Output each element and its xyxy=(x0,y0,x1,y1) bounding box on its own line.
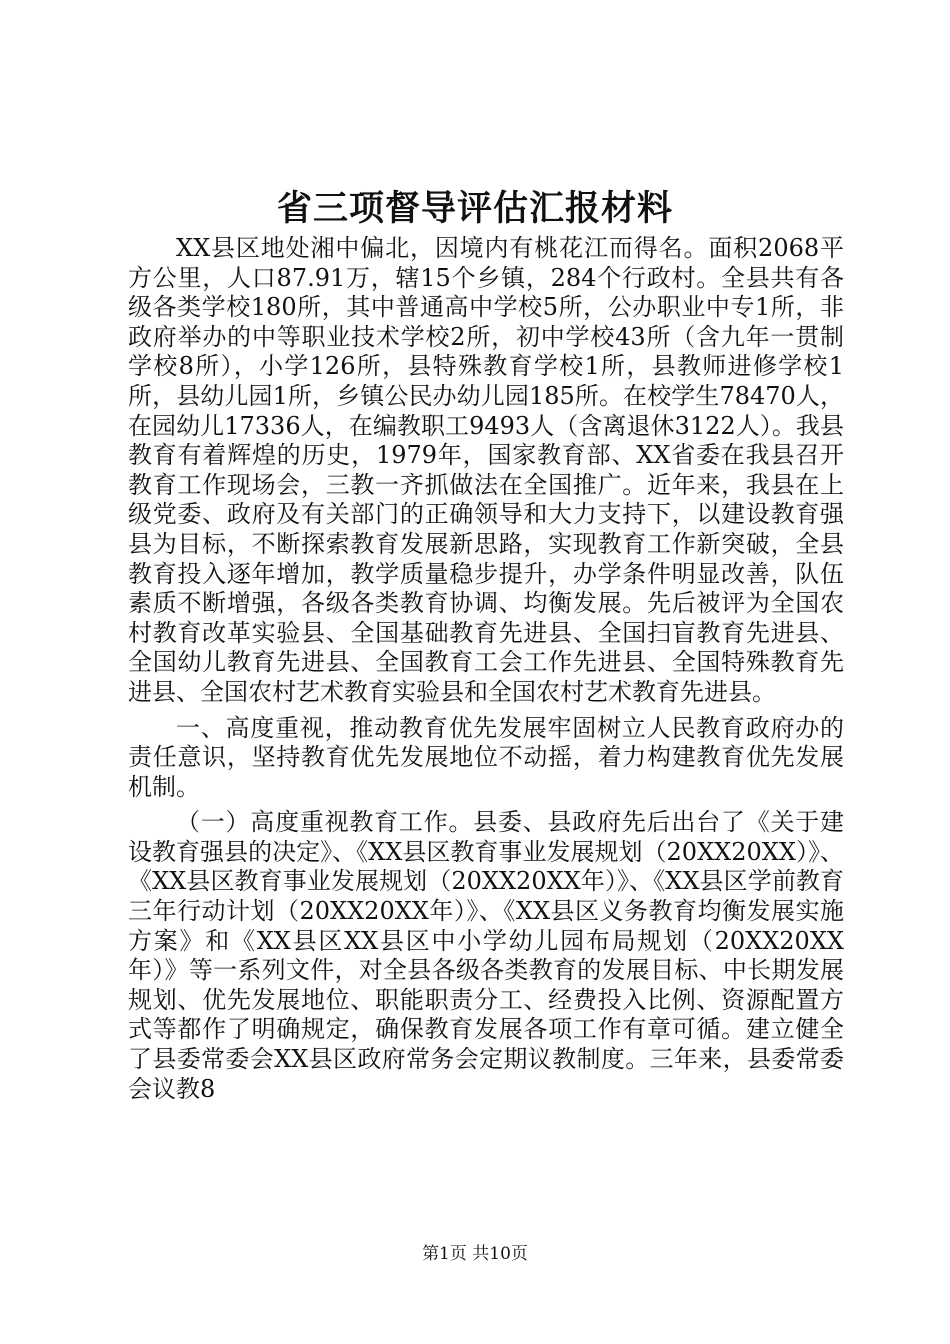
paragraph-intro: XX县区地处湘中偏北，因境内有桃花江而得名。面积2068平方公里，人口87.91万，辖15个乡镇，284个行政村。全县共有各级各类学校180所，其中普通高中学校5所，公办职业中专1所，非政府举办的中等职业技术学校2所，初中学校43所（含九年一贯制学校8所），小学126所，县特殊教育学校1所，县教师进修学校1所，县幼儿园1所，乡镇公民办幼儿园185所。在校学生78470人，在园幼儿17336人，在编教职工9493人（含离退休3122人）。我县教育有着辉煌的历史，1979年，国家教育部、XX省委在我县召开教育工作现场会，三教一齐抓做法在全国推广。近年来，我县在上级党委、政府及有关部门的正确领导和大力支持下，以建设教育强县为目标，不断探索教育发展新思路，实现教育工作新突破，全县教育投入逐年增加，教学质量稳步提升，办学条件明显改善，队伍素质不断增强，各级各类教育协调、均衡发展。先后被评为全国农村教育改革实验县、全国基础教育先进县、全国扫盲教育先进县、全国幼儿教育先进县、全国教育工会工作先进县、全国特殊教育先进县、全国农村艺术教育实验县和全国农村艺术教育先进县。 xyxy=(128,234,844,706)
paragraph-section-one: 一、高度重视，推动教育优先发展牢固树立人民教育政府办的责任意识，坚持教育优先发展地位不动摇，着力构建教育优先发展机制。 xyxy=(128,713,844,801)
paragraph-subsection-one: （一）高度重视教育工作。县委、县政府先后出台了《关于建设教育强县的决定》、《XX县区教育事业发展规划（20XX20XX）》、《XX县区教育事业发展规划（20XX20XX年）》、《XX县区学前教育三年行动计划（20XX20XX年）》、《XX县区义务教育均衡发展实施方案》和《XX县区XX县区中小学幼儿园布局规划（20XX20XX年）》等一系列文件，对全县各级各类教育的发展目标、中长期发展规划、优先发展地位、职能职责分工、经费投入比例、资源配置方式等都作了明确规定，确保教育发展各项工作有章可循。建立健全了县委常委会XX县区政府常务会定期议教制度。三年来，县委常委会议教8 xyxy=(128,808,844,1103)
document-body xyxy=(128,234,844,1104)
page-number-footer: 第1页 共10页 xyxy=(422,1244,528,1264)
document-title: 省三项督导评估汇报材料 xyxy=(276,188,673,229)
